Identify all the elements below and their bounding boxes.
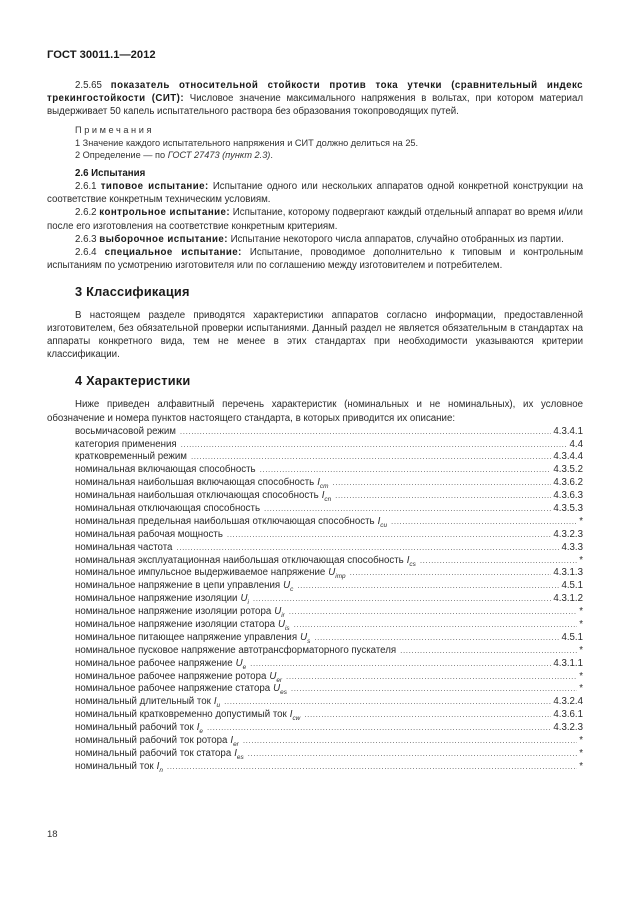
clause-reference: *	[579, 670, 583, 682]
definition-2-5-65	[47, 79, 583, 118]
characteristic-label: номинальное рабочее напряжение	[75, 657, 233, 669]
list-item	[47, 734, 583, 747]
clause-reference: 4.5.1	[561, 580, 583, 592]
characteristic-label: номинальная включающая способность	[75, 464, 256, 476]
clause-reference: 4.3.5.3	[553, 503, 583, 515]
list-item	[47, 476, 583, 489]
characteristic-label: номинальное импульсное выдерживаемое напряжение	[75, 567, 326, 579]
clause-reference: *	[579, 644, 583, 656]
list-item	[47, 708, 583, 721]
dot-leader	[304, 708, 551, 721]
characteristic-label: номинальный ток	[75, 760, 154, 772]
dot-leader	[243, 734, 577, 747]
characteristic-label: номинальное напряжение изоляции	[75, 593, 238, 605]
dot-leader	[176, 541, 559, 554]
list-item	[47, 463, 583, 476]
symbol: $U_{ir}$	[274, 606, 285, 620]
characteristic-label: категория применения	[75, 438, 177, 450]
list-item	[47, 760, 583, 773]
characteristic-label: номинальное рабочее напряжение статора	[75, 683, 271, 695]
clause-reference: 4.3.4.4	[553, 451, 583, 463]
characteristic-label: номинальное напряжение изоляции статора	[75, 619, 275, 631]
symbol: $I_{cm}$	[317, 477, 329, 491]
list-item	[47, 489, 583, 502]
list-item	[47, 682, 583, 695]
definition-text: Испытание одного или нескольких аппаратов одной конкретной конструкции на соответствие конкретным техническим условиям.	[47, 181, 584, 206]
clause-reference: *	[579, 554, 583, 566]
document-header: ГОСТ 30011.1—2012	[47, 49, 156, 61]
dot-leader	[297, 579, 559, 592]
symbol: $I_{cs}$	[406, 554, 416, 568]
characteristic-label: номинальная наибольшая включающая способность	[75, 477, 315, 489]
symbol: $U_i$	[240, 593, 249, 607]
definition-text: Испытание, проводимое дополнительно к типовым и контрольным испытаниям по усмотрению изготовителя или по соглашению между изготовителем и потребителем.	[47, 246, 583, 271]
dot-leader	[207, 721, 551, 734]
section-4-title: 4 Характеристики	[75, 373, 191, 389]
term: показатель относительной стойкости против тока утечки (сравнительный индекс трекингостойкости (СИТ):	[47, 80, 583, 105]
characteristic-label: номинальный рабочий ток статора	[75, 747, 232, 759]
dot-leader	[291, 682, 577, 695]
clause-number: 2.6.1	[75, 181, 101, 193]
list-item	[47, 528, 583, 541]
definition-text: Испытание, которому подвергают каждый отдельный аппарат во время и/или после его изготовления на соответствие конкретным критериям.	[47, 207, 583, 232]
list-item	[47, 721, 583, 734]
clause-reference: 4.3.6.3	[553, 490, 583, 502]
clause-reference: *	[579, 515, 583, 527]
symbol: $I_{cn}$	[321, 490, 332, 504]
clause-reference: 4.3.4.1	[553, 425, 583, 437]
clause-reference: 4.3.1.1	[553, 657, 583, 669]
list-item	[47, 747, 583, 760]
list-item	[47, 541, 583, 554]
dot-leader	[289, 605, 577, 618]
dot-leader	[180, 425, 551, 438]
clause-reference: 4.3.1.3	[553, 567, 583, 579]
symbol: $I_u$	[213, 696, 221, 710]
dot-leader	[250, 657, 551, 670]
dot-leader	[332, 476, 551, 489]
list-item	[47, 618, 583, 631]
list-item	[47, 502, 583, 515]
symbol: $I_{cw}$	[289, 709, 301, 723]
dot-leader	[350, 566, 552, 579]
dot-leader	[181, 438, 568, 451]
term: типовое испытание:	[100, 181, 209, 193]
clause-reference: 4.3.1.2	[553, 593, 583, 605]
clause-reference: 4.4	[569, 438, 583, 450]
list-item	[47, 644, 583, 657]
dot-leader	[167, 760, 577, 773]
symbol: $U_{imp}$	[328, 567, 346, 581]
symbol: $U_{es}$	[273, 683, 287, 697]
clause-reference: *	[579, 619, 583, 631]
characteristic-label: номинальная рабочая мощность	[75, 528, 223, 540]
dot-leader	[335, 489, 551, 502]
symbol: $I_n$	[156, 760, 163, 774]
gost-reference: ГОСТ 27473 (пункт 2.3)	[167, 149, 271, 160]
symbol: $U_e$	[235, 657, 247, 671]
dot-leader	[248, 747, 578, 760]
section-3-title: 3 Классификация	[75, 283, 190, 299]
dot-leader	[191, 450, 551, 463]
section-2-6-title: 2.6 Испытания	[75, 168, 146, 180]
definition-2-6-4	[47, 246, 583, 272]
dot-leader	[253, 592, 551, 605]
dot-leader	[420, 554, 577, 567]
dot-leader	[400, 644, 577, 657]
list-item	[47, 631, 583, 644]
symbol: $U_{is}$	[278, 619, 290, 632]
page-number: 18	[47, 829, 58, 840]
list-item	[47, 450, 583, 463]
list-item	[47, 605, 583, 618]
characteristic-label: кратковременный режим	[75, 451, 187, 463]
list-item	[47, 670, 583, 683]
page-content	[47, 79, 583, 773]
dot-leader	[227, 528, 551, 541]
list-item	[47, 657, 583, 670]
characteristic-label: номинальный длительный ток	[75, 696, 211, 708]
clause-number: 2.5.65	[75, 80, 111, 91]
clause-number: 2.6.2	[75, 207, 100, 219]
list-item	[47, 579, 583, 592]
notes-block	[47, 124, 583, 161]
characteristic-label: номинальная эксплуатационная наибольшая отключающая способность	[75, 554, 404, 566]
definition-text: Числовое значение максимального напряжения в вольтах, при котором материал выдерживает 50 капель испытательного раствора без образования токопроводящих путей.	[47, 93, 583, 118]
list-item	[47, 592, 583, 605]
characteristic-label: номинальное рабочее напряжение ротора	[75, 670, 267, 682]
note-2: 2 Определение — по ГОСТ 27473 (пункт 2.3).	[75, 149, 273, 160]
clause-reference: *	[579, 683, 583, 695]
symbol: $U_c$	[283, 580, 294, 594]
list-item	[47, 566, 583, 579]
list-item	[47, 425, 583, 438]
symbol: $U_s$	[300, 631, 311, 645]
dot-leader	[294, 618, 578, 631]
definition-2-6-3	[47, 233, 583, 246]
notes-title: Примечания	[75, 125, 155, 136]
clause-reference: *	[579, 735, 583, 747]
dot-leader	[314, 631, 559, 644]
term: контрольное испытание:	[99, 207, 231, 219]
characteristic-label: номинальное питающее напряжение управления	[75, 631, 298, 643]
symbol: $I_{cu}$	[377, 515, 388, 529]
characteristic-label: номинальная предельная наибольшая отключающая способность	[75, 515, 375, 527]
list-item	[47, 515, 583, 528]
dot-leader	[224, 695, 551, 708]
characteristic-label: номинальный кратковременно допустимый ток	[75, 709, 287, 721]
characteristics-list	[47, 425, 583, 773]
clause-reference: 4.5.1	[561, 631, 583, 643]
clause-reference: *	[579, 747, 583, 759]
symbol: $U_{er}$	[269, 670, 283, 684]
section-3-text: В настоящем разделе приводятся характеристики аппаратов согласно информации, предоставленной изготовителем, без обязательной проверки испытаниями. Данный раздел не является обязательным в стандартах на аппараты конкретного вида, тем не менее в этих стандартах при необходимости указываются критерии классификации.	[47, 310, 583, 361]
characteristic-label: номинальная отключающая способность	[75, 503, 261, 515]
characteristic-label: восьмичасовой режим	[75, 425, 176, 437]
symbol: $I_{es}$	[234, 747, 244, 761]
clause-reference: 4.3.2.4	[553, 696, 583, 708]
term: специальное испытание:	[104, 246, 242, 258]
characteristic-label: номинальный рабочий ток	[75, 722, 194, 734]
characteristic-label: номинальная частота	[75, 541, 173, 553]
characteristic-label: номинальный рабочий ток ротора	[75, 735, 228, 747]
clause-reference: *	[579, 760, 583, 772]
clause-reference: 4.3.6.2	[553, 477, 583, 489]
dot-leader	[260, 463, 552, 476]
definition-text: Испытание некоторого числа аппаратов, случайно отобранных из партии.	[227, 233, 564, 245]
clause-number: 2.6.3	[75, 233, 100, 245]
clause-number: 2.6.4	[75, 246, 105, 258]
clause-reference: *	[579, 606, 583, 618]
symbol: $I_e$	[196, 722, 203, 736]
clause-reference: 4.3.3	[561, 541, 583, 553]
list-item	[47, 554, 583, 567]
list-item	[47, 438, 583, 451]
definition-2-6-1	[47, 180, 583, 206]
section-2-6-items	[47, 180, 583, 272]
term: выборочное испытание:	[99, 233, 228, 245]
characteristic-label: номинальное напряжение изоляции ротора	[75, 606, 272, 618]
note-1: 1 Значение каждого испытательного напряжения и СИТ должно делиться на 25.	[75, 137, 419, 148]
characteristic-label: номинальное пусковое напряжение автотрансформаторного пускателя	[75, 644, 397, 656]
characteristic-label: номинальное напряжение в цепи управления	[75, 580, 281, 592]
definition-2-6-2	[47, 206, 583, 232]
clause-reference: 4.3.5.2	[553, 464, 583, 476]
dot-leader	[264, 502, 551, 515]
characteristic-label: номинальная наибольшая отключающая способность	[75, 490, 319, 502]
clause-reference: 4.3.6.1	[553, 709, 583, 721]
section-4-intro: Ниже приведен алфавитный перечень характеристик (номинальных и не номинальных), их условное обозначение и номера пунктов настоящего стандарта, в которых приводится их описание:	[47, 399, 583, 424]
clause-reference: 4.3.2.3	[553, 722, 583, 734]
symbol: $I_{er}$	[230, 735, 239, 748]
dot-leader	[286, 670, 577, 683]
clause-reference: 4.3.2.3	[553, 528, 583, 540]
list-item	[47, 695, 583, 708]
dot-leader	[391, 515, 577, 528]
